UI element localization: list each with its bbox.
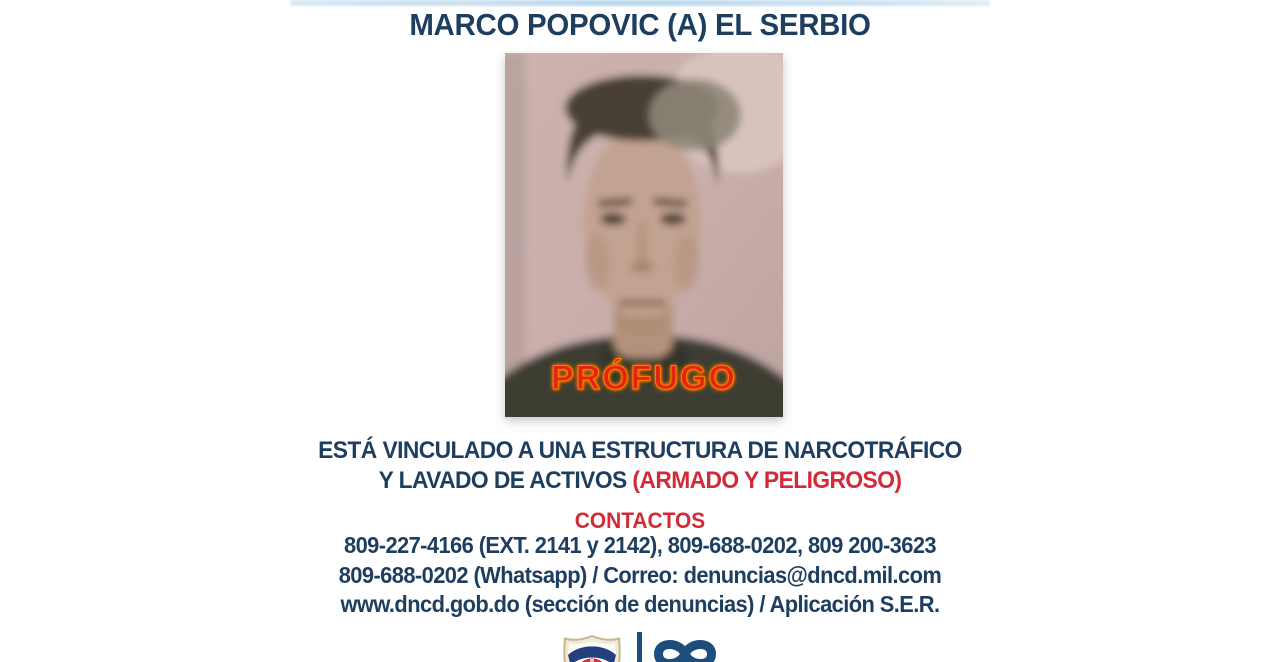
suspect-photo <box>505 53 783 417</box>
page-title: MARCO POPOVIC (A) EL SERBIO <box>409 7 871 42</box>
description-line-2-navy: Y LAVADO DE ACTIVOS <box>378 467 633 494</box>
fugitive-status-overlay: PRÓFUGO <box>551 359 737 397</box>
infinity-government-icon <box>650 637 720 662</box>
contacts-website-line: www.dncd.gob.do (sección de denuncias) / Aplicación S.E.R. <box>340 591 940 617</box>
dncd-shield-icon <box>561 634 623 662</box>
logo-divider-bar <box>637 632 642 662</box>
description-line-1: ESTÁ VINCULADO A UNA ESTRUCTURA DE NARCOTRÁFICO <box>318 437 962 464</box>
armed-dangerous-warning: (ARMADO Y PELIGROSO) <box>632 467 902 494</box>
contacts-whatsapp-email-line: 809-688-0202 (Whatsapp) / Correo: denuncias@dncd.mil.com <box>338 562 942 588</box>
cropped-top-text-remnant <box>290 0 990 6</box>
footer-logos <box>0 631 1280 662</box>
contacts-heading: CONTACTOS <box>574 508 706 533</box>
description-line-2 <box>32 467 1248 495</box>
contacts-phones-line: 809-227-4166 (EXT. 2141 y 2142), 809-688-0202, 809 200-3623 <box>343 532 936 558</box>
